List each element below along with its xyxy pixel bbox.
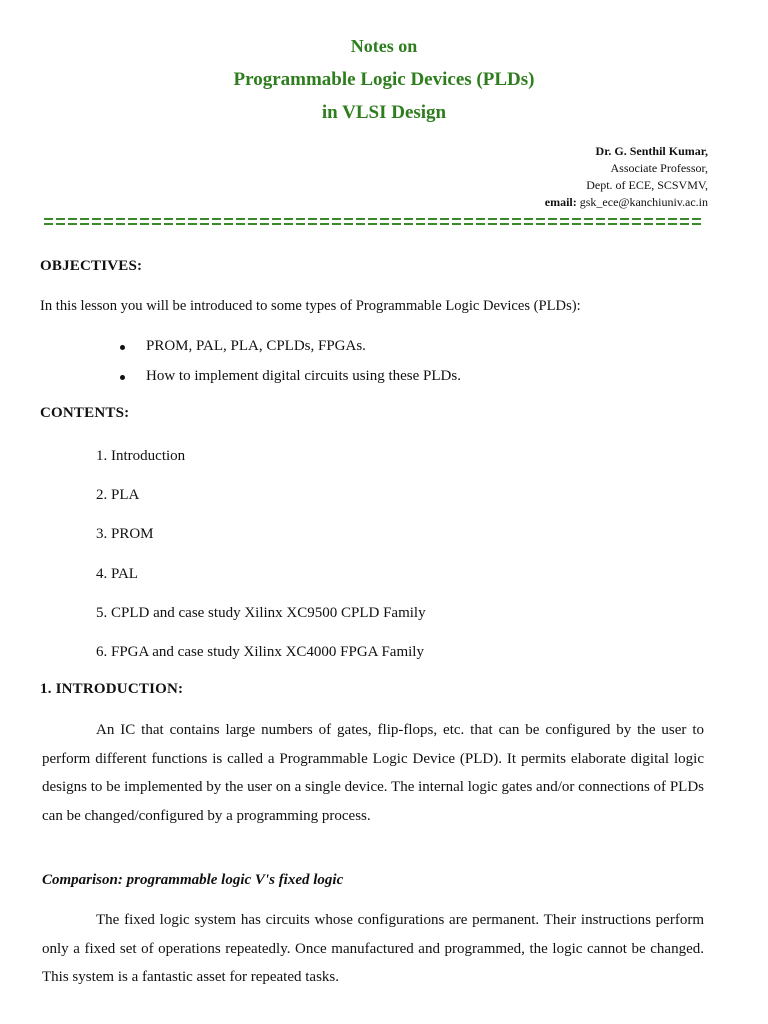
comparison-paragraph: The fixed logic system has circuits whose configurations are permanent. Their instructions perform only a fixed set of operations repeatedly. Once manufactured and programmed, the logic cannot be changed. This system is a fantastic asset for repeated tasks.	[42, 912, 704, 985]
author-email: gsk_ece@kanchiuniv.ac.in	[579, 195, 708, 209]
objectives-intro: In this lesson you will be introduced to some types of Programmable Logic Devices (PLDs):	[40, 298, 581, 314]
contents-item: 2. PLA	[96, 487, 140, 503]
contents-heading: CONTENTS:	[40, 405, 130, 421]
contents-item: 6. FPGA and case study Xilinx XC4000 FPGA Family	[96, 644, 424, 660]
objectives-bullet-2: How to implement digital circuits using these PLDs.	[146, 368, 461, 384]
author-dept: Dept. of ECE, SCSVMV,	[586, 178, 708, 192]
document-title	[0, 30, 768, 129]
title-line-3: in VLSI Design	[321, 102, 447, 123]
title-line-1: Notes on	[350, 36, 418, 56]
contents-item: 5. CPLD and case study Xilinx XC9500 CPLD Family	[96, 605, 426, 621]
double-dashed-separator	[44, 218, 704, 226]
author-position: Associate Professor,	[610, 161, 708, 175]
contents-item: 3. PROM	[96, 526, 154, 542]
contents-item: 1. Introduction	[96, 448, 186, 464]
bullet-icon	[120, 345, 125, 350]
author-email-label: email:	[544, 195, 577, 209]
objectives-heading: OBJECTIVES:	[40, 258, 143, 274]
contents-item: 4. PAL	[96, 566, 138, 582]
author-block	[545, 143, 708, 211]
author-name: Dr. G. Senthil Kumar,	[595, 144, 708, 158]
comparison-heading: Comparison: programmable logic V's fixed logic	[42, 872, 344, 888]
author-email-line	[545, 194, 708, 211]
title-line-2: Programmable Logic Devices (PLDs)	[233, 69, 535, 90]
objectives-bullet-1: PROM, PAL, PLA, CPLDs, FPGAs.	[146, 338, 366, 354]
bullet-icon	[120, 375, 125, 380]
introduction-heading: 1. INTRODUCTION:	[40, 681, 184, 697]
introduction-paragraph: An IC that contains large numbers of gates, flip-flops, etc. that can be configured by the user to perform different functions is called a Programmable Logic Device (PLD). It permits elaborate digital logic designs to be implemented by the user on a single device. The internal logic gates and/or connections of PLDs can be changed/configured by a programming process.	[42, 722, 704, 824]
